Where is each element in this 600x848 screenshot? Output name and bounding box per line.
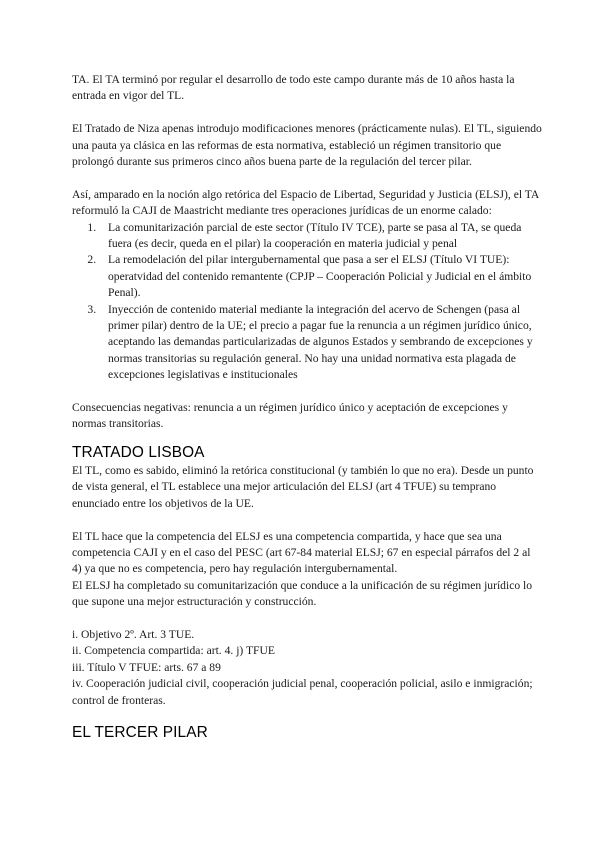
paragraph-gap: [72, 170, 542, 186]
document-page: [72, 72, 542, 743]
intro-paragraph-2: El Tratado de Niza apenas introdujo modificaciones menores (prácticamente nulas). El TL, siguiendo una pauta ya clásica en las reformas de esta normativa, estableció un régimen transitorio que prolongó durante sus primeros cinco años buena parte de la regulación del tercer pilar.: [72, 122, 542, 169]
intro-paragraph-3: Así, amparado en la noción algo retórica del Espacio de Libertad, Seguridad y Justicia (ELSJ), el TA reformuló la CAJI de Maastricht mediante tres operaciones jurídicas de un enorme calado:: [72, 187, 539, 218]
paragraph-gap: [72, 512, 542, 528]
lisboa-paragraph-2a: El TL hace que la competencia del ELSJ es una competencia compartida, y hace que sea una competencia CAJI y en el caso del PESC (art 67-84 material ELSJ; 67 en especial párrafos del 2 al 4) ya que no es competencia, pero hay regulación intergubernamental.: [72, 529, 531, 576]
roman-list: [72, 627, 542, 709]
list-item: 2. La remodelación del pilar intergubernamental que pasa a ser el ELSJ (Título VI TUE): operatvidad del contenido remantente (CPJP – Cooperación Policial y Judicial en el ámbito Penal).: [99, 252, 542, 301]
list-item: i. Objetivo 2º. Art. 3 TUE.: [72, 627, 195, 641]
section-heading-lisboa: TRATADO LISBOA: [72, 443, 205, 461]
intro-paragraph-1: TA. El TA terminó por regular el desarrollo de todo este campo durante más de 10 años hasta la entrada en vigor del TL.: [72, 73, 515, 103]
list-item: iv. Cooperación judicial civil, cooperación judicial penal, cooperación policial, asilo e inmigración; control de fronteras.: [72, 677, 533, 707]
paragraph-gap: [72, 105, 542, 121]
paragraph-gap: [72, 384, 542, 400]
lisboa-paragraph-1: El TL, como es sabido, eliminó la retórica constitucional (y también lo que no era). Desde un punto de vista general, el TL establece una mejor articulación del ELSJ (art 4 TFUE) su temprano enunciado entre los objetivos de la UE.: [72, 463, 534, 510]
section-heading-tercer-pilar: EL TERCER PILAR: [72, 723, 208, 741]
list-item: ii. Competencia compartida: art. 4. j) TFUE: [72, 644, 275, 658]
lisboa-paragraph-2b: El ELSJ ha completado su comunitarización que conduce a la unificación de su régimen jurídico lo que supone una mejor estructuración y construcción.: [72, 578, 533, 609]
list-item: iii. Título V TFUE: arts. 67 a 89: [72, 660, 221, 674]
list-item: 1. La comunitarización parcial de este sector (Título IV TCE), parte se pasa al TA, se queda fuera (es decir, queda en el pilar) la cooperación en materia judicial y penal: [99, 220, 542, 253]
consequences-paragraph: Consecuencias negativas: renuncia a un régimen jurídico único y aceptación de excepciones y normas transitorias.: [72, 401, 508, 431]
operations-list: [72, 220, 542, 384]
paragraph-gap: [72, 611, 542, 627]
list-item: 3. Inyección de contenido material mediante la integración del acervo de Schengen (pasa al primer pilar) dentro de la UE; el precio a pagar fue la renuncia a un régimen jurídico único, aceptando las demandas particularizadas de algunos Estados y sembrando de excepciones y normas transitorias su regulación general. No hay una unidad normativa esta plagada de excepciones legislativas e institucionales: [99, 302, 542, 384]
